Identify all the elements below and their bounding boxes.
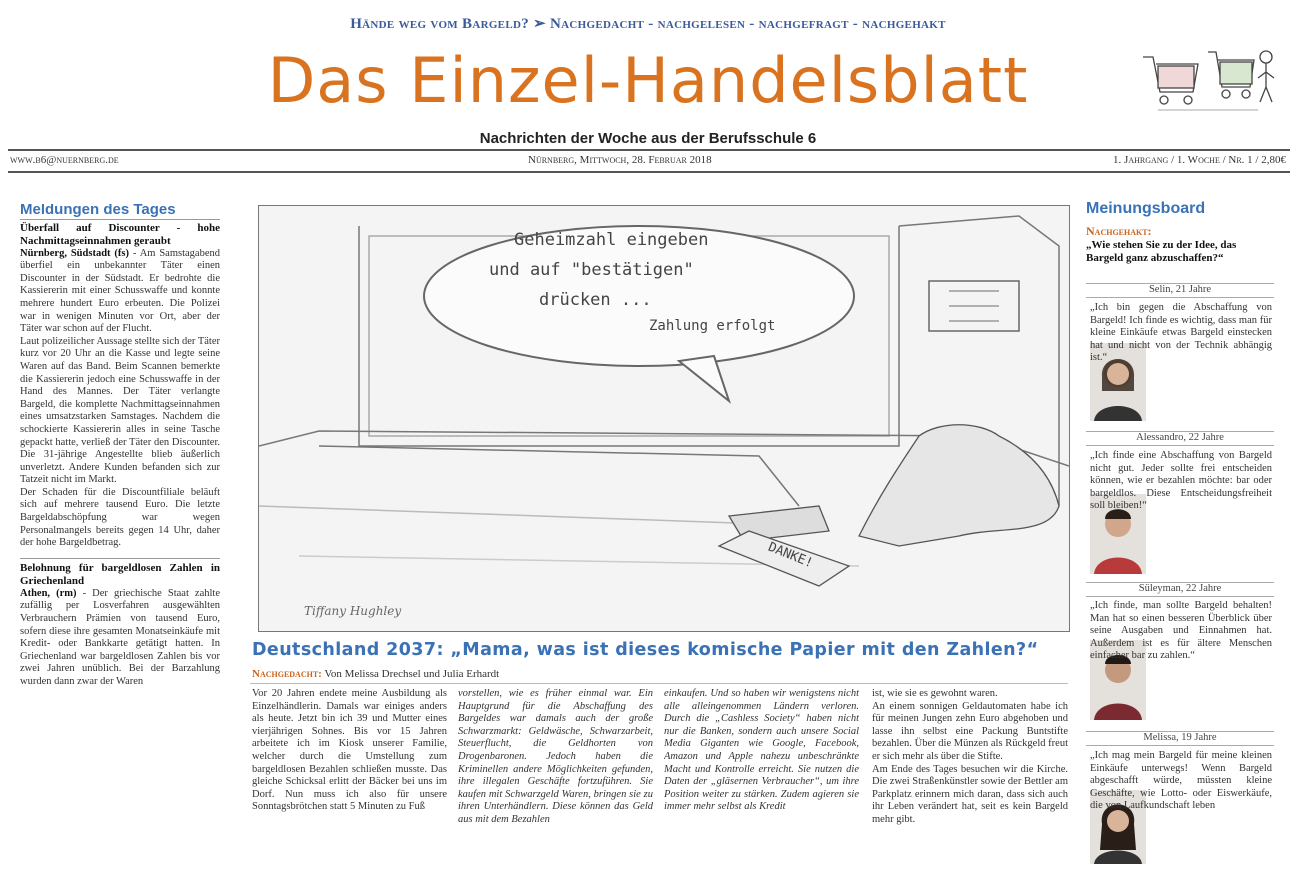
speech-line: drücken ... <box>539 290 652 310</box>
speech-line: Geheimzahl eingeben <box>514 230 709 250</box>
article-paragraph: - Der griechische Staat zahlte zufällig per Losverfahren ausgewählten Verbrauchern Prämien von tausend Euro, sofern diese ihre gesamten Monatseinkäufe mit Kredit- oder Bankkarte getätigt hatten. In Griechenland war bargeldlosen Zahlen bis vor zwei Jahren unüblich. Bei der Barzahlung wurden dann zwar der Waren <box>20 587 220 687</box>
article-dateline: Athen, (rm) <box>20 587 77 599</box>
shopping-carts-icon <box>1138 42 1278 124</box>
opinion-question: „Wie stehen Sie zu der Idee, das Bargeld ganz abzuschaffen?“ <box>1086 239 1237 264</box>
opinion-name: Süleyman, 22 Jahre <box>1086 582 1274 597</box>
thank-you-sign: DANKE! <box>765 539 816 572</box>
info-email: www.b6@nuernberg.de <box>10 154 119 166</box>
article-headline: Überfall auf Discounter - hohe Nachmittagseinnahmen geraubt <box>20 219 220 248</box>
article-paragraph: An einem sonnigen Geldautomaten habe ich für meinen Jungen zehn Euro abgehoben und lasse ihn selbst eine Packung Buntstifte bezahlen. Über die Münzen als Rückgeld freut er sich mehr als über die Stifte. <box>872 700 1068 762</box>
article-body <box>20 588 220 689</box>
article-paragraph: Am Ende des Tages besuchen wir die Kirche. Die zwei Straßenkünstler sowie der Bettler am Parkplatz erinnern mich daran, dass sich auch ihr Leben verändert hat, seit es kein Bargeld mehr gibt. <box>872 763 1068 825</box>
info-date: Nürnberg, Mittwoch, 28. Februar 2018 <box>528 154 712 166</box>
opinion-quote-text: „Ich mag mein Bargeld für meine kleinen Einkäufe unterwegs! Wenn Bargeld abgeschafft würde, müssten kleine Geschäfte, wie Lotto- oder Eiswerkäufe, die von Laufkundschaft leben <box>1090 750 1272 812</box>
kicker-lead: Hände weg vom Bargeld? <box>350 16 529 32</box>
artist-signature: Tiffany Hughley <box>304 604 402 618</box>
article-column-3: einkaufen. Und so haben wir wenigstens nicht alle alleingenommen Ländern verloren. Durch die „Cashless Society“ haben nicht nur die Banken, sondern auch unsere Social Media Giganten wie Google, Facebook, Amazon und Apple nahezu unbeschränkte Macht und Kontrolle erreicht. Sie nutzen die Daten der „gläsernen Verbraucher“, um ihre Position weiter zu stärken. Zudem agieren sie immer mehr selbst als Kredit <box>664 688 859 813</box>
main-headline: Deutschland 2037: „Mama, was ist dieses komische Papier mit den Zahlen?“ <box>252 640 1039 660</box>
opinion-quote <box>1090 750 1272 864</box>
left-column <box>20 204 220 864</box>
opinion-quote <box>1090 450 1272 580</box>
opinion-quote <box>1090 302 1272 426</box>
article-paragraph: Der Schaden für die Discountfiliale beläuft sich auf mehrere tausend Euro. Die letzte Bargeldabschöpfung war wegen Personalmangels bereits gegen 14 Uhr, daher der hohe Bargeldbetrag. <box>20 486 220 549</box>
nachgehakt-tag: Nachgehakt: <box>1086 224 1152 238</box>
opinion-quote-text: „Ich finde, man sollte Bargeld behalten! Man hat so einen besseren Überblick über seine Ausgaben und Einnahmen hat. Außerdem ist es für ältere Menschen einfacher bar zu zahlen.“ <box>1090 600 1272 662</box>
cartoon-illustration <box>258 205 1070 632</box>
opinion-name: Alessandro, 22 Jahre <box>1086 431 1274 446</box>
nachgedacht-tag: Nachgedacht: <box>252 668 322 680</box>
divider <box>250 683 1068 684</box>
opinion-quote-text: „Ich finde eine Abschaffung von Bargeld nicht gut. Jeder sollte frei entscheiden können, wie er bezahlen möchte: bar oder bargeldlos. Diese Entscheidungsfreiheit soll bleiben!“ <box>1090 450 1272 512</box>
speech-line: Zahlung erfolgt <box>649 318 776 334</box>
article-column-4 <box>872 688 1068 864</box>
masthead-title: Das Einzel-Handelsblatt <box>267 44 1029 117</box>
byline-authors: Von Melissa Drechsel und Julia Erhardt <box>321 668 500 680</box>
kicker-rest: Nachgedacht - nachgelesen - nachgefragt - nachgehakt <box>550 16 946 32</box>
opinion-card <box>1086 431 1274 446</box>
article-headline: Belohnung für bargeldlosen Zahlen in Griechenland <box>20 558 220 588</box>
article-column-2: vorstellen, wie es früher einmal war. Ein Hauptgrund für die Abschaffung des Bargeldes war damals auch der große Schwarzmarkt: Geldwäsche, Schwarzarbeit, Steuerflucht, die Geldhorten von Drogenbaronen. Jedoch haben die Kriminellen andere Möglichkeiten gefunden, ihre illegalen Geschäfte fortzuführen. Sie kaufen mit Schwarzgeld Waren, bringen sie zu ihren Unterhändlern. Diese können das Geld aus mit dem Bezahlen <box>458 688 653 825</box>
masthead-subtitle: Nachrichten der Woche aus der Berufsschule 6 <box>479 130 817 147</box>
article-dateline: Nürnberg, Südstadt (fs) <box>20 247 129 259</box>
article-body <box>20 248 220 336</box>
opinion-quote <box>1090 600 1272 724</box>
article-paragraph: ist, wie sie es gewohnt waren. <box>872 688 998 699</box>
speech-line: und auf "bestätigen" <box>489 260 694 280</box>
opinion-name: Selin, 21 Jahre <box>1086 283 1274 298</box>
opinion-card <box>1086 283 1274 298</box>
article-paragraph: Laut polizeilicher Aussage stellte sich der Täter kurz vor 20 Uhr an die Kasse und legte seine Waren auf das Band. Beim Scannen bemerkte die Kassiererin jedoch eine Schusswaffe in der Hand des Mannes. Der Täter verlangte Bargeld, die komplette Nachmittagseinnahmen eines umsatzstarken Samstages. Nachdem die schockierte Kassiererin alles in seine Tasche gepackt hatte, verließ der Täter den Discounter. Die 31-jährige Angestellte blieb äußerlich unverletzt. Andere Kunden befanden sich zur Tatzeit nicht im Markt. <box>20 335 220 486</box>
info-issue: 1. Jahrgang / 1. Woche / Nr. 1 / 2,80€ <box>1113 154 1286 166</box>
article-column-1: Vor 20 Jahren endete meine Ausbildung als Einzelhändlerin. Damals war einiges anders als heute. Jetzt bin ich 39 und Mutter eines vierjährigen Sohnes. Bis vor 15 Jahren arbeitete ich im Kiosk unserer Familie, welcher durch die Umstellung zum bargeldlosen Bezahlen schließen musste. Das gleiche Schicksal erlitt der Bäcker bei uns im Dorf. Nun muss ich also für unsere Sonntagsbrötchen statt 5 Minuten zu Fuß <box>252 688 447 813</box>
opinion-board <box>1086 200 1274 265</box>
article-paragraph: - Am Samstagabend überfiel ein unbekannter Täter einen Discounter in der Südstadt. Er bedrohte die Kassiererin mit einer Schusswaffe und konnte mehrere hundert Euro erbeuten. Die Polizei war in wenigen Minuten vor Ort, aber der Täter war schon auf der Flucht. <box>20 247 220 335</box>
section-heading-news: Meldungen des Tages <box>20 204 176 218</box>
kicker-line <box>0 14 1296 33</box>
section-heading-opinions: Meinungsboard <box>1086 200 1206 217</box>
byline <box>252 668 499 680</box>
arrow-icon: ➢ <box>533 16 546 32</box>
info-bar <box>8 149 1290 173</box>
opinion-card <box>1086 731 1274 746</box>
opinion-card <box>1086 582 1274 597</box>
opinion-quote-text: „Ich bin gegen die Abschaffung von Bargeld! Ich finde es wichtig, dass man für kleine Einkäufe etwas Bargeld einstecken hat und nicht von der Technik abhängig ist.“ <box>1090 302 1272 364</box>
opinion-name: Melissa, 19 Jahre <box>1086 731 1274 746</box>
